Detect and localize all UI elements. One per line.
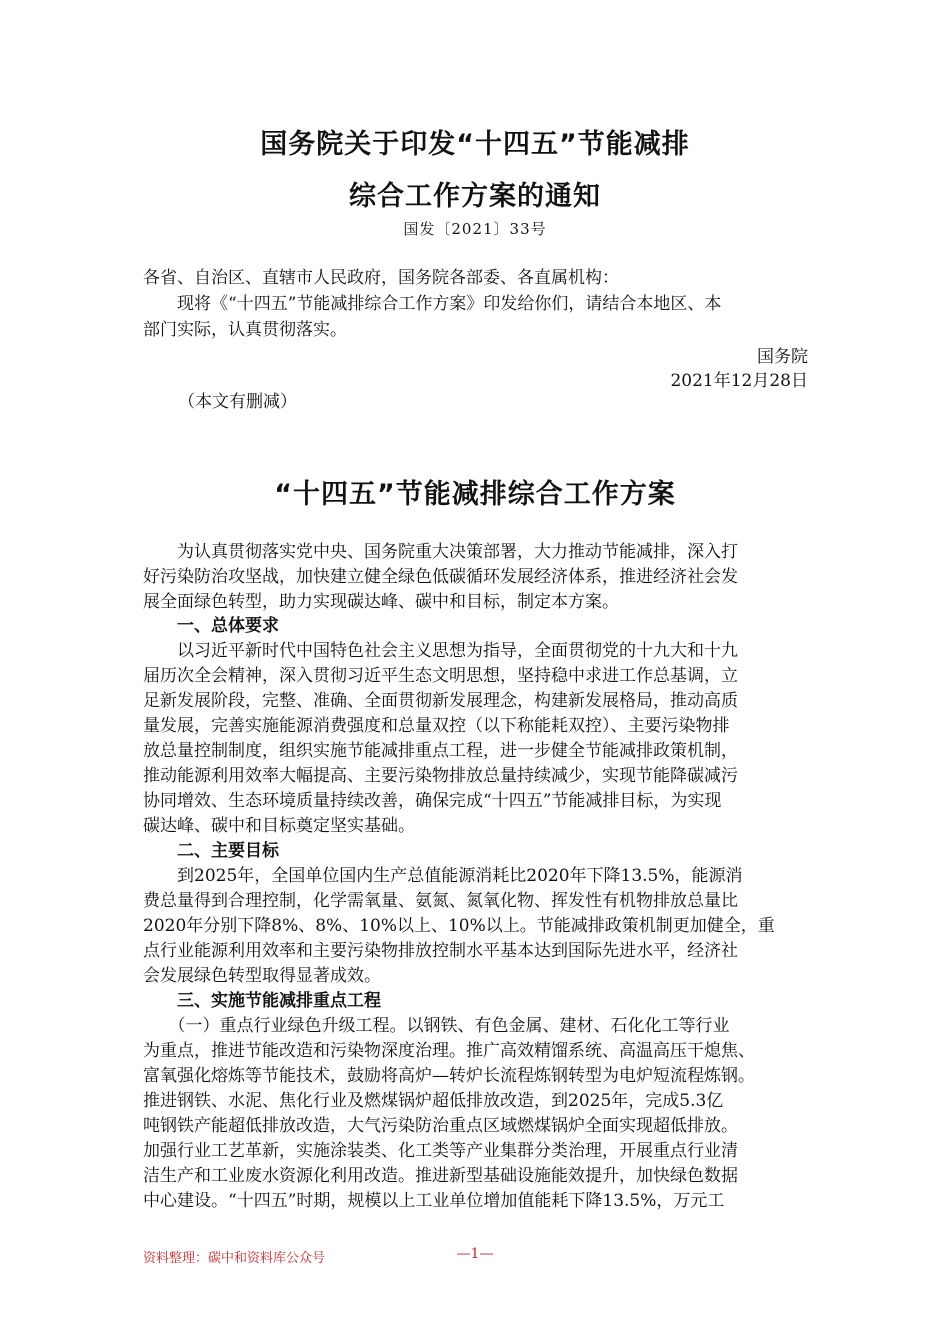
section-line: 量发展，完善实施能源消费强度和总量双控（以下称能耗双控）、主要污染物排 bbox=[143, 716, 730, 736]
notice-title-line1: 国务院关于印发“十四五”节能减排 bbox=[260, 129, 690, 160]
section-heading: 三、实施节能减排重点工程 bbox=[143, 991, 381, 1011]
section-line: （一）重点行业绿色升级工程。以钢铁、有色金属、建材、石化化工等行业 bbox=[143, 1016, 730, 1036]
section-line: 届历次全会精神，深入贯彻习近平生态文明思想，坚持稳中求进工作总基调，立 bbox=[143, 666, 738, 686]
intro-line: 展全面绿色转型，助力实现碳达峰、碳中和目标，制定本方案。 bbox=[143, 592, 619, 612]
plan-title: “十四五”节能减排综合工作方案 bbox=[274, 479, 676, 510]
notice-body-line: 部门实际，认真贯彻落实。 bbox=[143, 320, 347, 340]
intro-line: 为认真贯彻落实党中央、国务院重大决策部署，大力推动节能减排，深入打 bbox=[143, 542, 738, 562]
section-line: 费总量得到合理控制，化学需氧量、氨氮、氮氧化物、挥发性有机物排放总量比 bbox=[143, 891, 738, 911]
section-line: 会发展绿色转型取得显著成效。 bbox=[143, 966, 381, 986]
addressee: 各省、自治区、直辖市人民政府，国务院各部委、各直属机构： bbox=[143, 268, 619, 288]
section-line: 2020年分别下降8%、8%、10%以上、10%以上。节能减排政策机制更加健全，重 bbox=[143, 916, 775, 936]
abridged-note: （本文有删减） bbox=[178, 392, 297, 412]
section-line: 协同增效、生态环境质量持续改善，确保完成“十四五”节能减排目标，为实现 bbox=[143, 791, 722, 811]
section-heading: 二、主要目标 bbox=[143, 841, 279, 861]
section-line: 洁生产和工业废水资源化利用改造。推进新型基础设施能效提升，加快绿色数据 bbox=[143, 1166, 738, 1186]
section-line: 加强行业工艺革新，实施涂装类、化工类等产业集群分类治理，开展重点行业清 bbox=[143, 1141, 738, 1161]
section-line: 以习近平新时代中国特色社会主义思想为指导，全面贯彻党的十九大和十九 bbox=[143, 641, 738, 661]
section-line: 点行业能源利用效率和主要污染物排放控制水平基本达到国际先进水平，经济社 bbox=[143, 941, 738, 961]
intro-line: 好污染防治攻坚战，加快建立健全绿色低碳循环发展经济体系，推进经济社会发 bbox=[143, 567, 738, 587]
issuer: 国务院 bbox=[757, 347, 808, 367]
footer-source: 资料整理：碳中和资料库公众号 bbox=[143, 1251, 326, 1266]
notice-title-line2: 综合工作方案的通知 bbox=[349, 181, 601, 212]
page-number: —1— bbox=[456, 1246, 494, 1262]
section-line: 推动能源利用效率大幅提高、主要污染物排放总量持续减少，实现节能降碳减污 bbox=[143, 766, 738, 786]
section-line: 放总量控制制度，组织实施节能减排重点工程，进一步健全节能减排政策机制， bbox=[143, 741, 738, 761]
section-line: 足新发展阶段，完整、准确、全面贯彻新发展理念，构建新发展格局，推动高质 bbox=[143, 691, 738, 711]
section-line: 中心建设。“十四五”时期，规模以上工业单位增加值能耗下降13.5%，万元工 bbox=[143, 1191, 725, 1211]
section-line: 推进钢铁、水泥、焦化行业及燃煤锅炉超低排放改造，到2025年，完成5.3亿 bbox=[143, 1091, 724, 1111]
section-line: 到2025年，全国单位国内生产总值能源消耗比2020年下降13.5%，能源消 bbox=[143, 866, 743, 886]
issue-date: 2021年12月28日 bbox=[670, 371, 808, 391]
notice-body-line: 现将《“十四五”节能减排综合工作方案》印发给你们，请结合本地区、本 bbox=[143, 294, 722, 314]
document-number: 国发〔2021〕33号 bbox=[403, 220, 547, 238]
section-line: 为重点，推进节能改造和污染物深度治理。推广高效精馏系统、高温高压干熄焦、 bbox=[143, 1041, 755, 1061]
section-heading: 一、总体要求 bbox=[143, 616, 279, 636]
section-line: 碳达峰、碳中和目标奠定坚实基础。 bbox=[143, 816, 415, 836]
section-line: 吨钢铁产能超低排放改造，大气污染防治重点区域燃煤锅炉全面实现超低排放。 bbox=[143, 1116, 738, 1136]
section-line: 富氧强化熔炼等节能技术，鼓励将高炉—转炉长流程炼钢转型为电炉短流程炼钢。 bbox=[143, 1066, 755, 1086]
